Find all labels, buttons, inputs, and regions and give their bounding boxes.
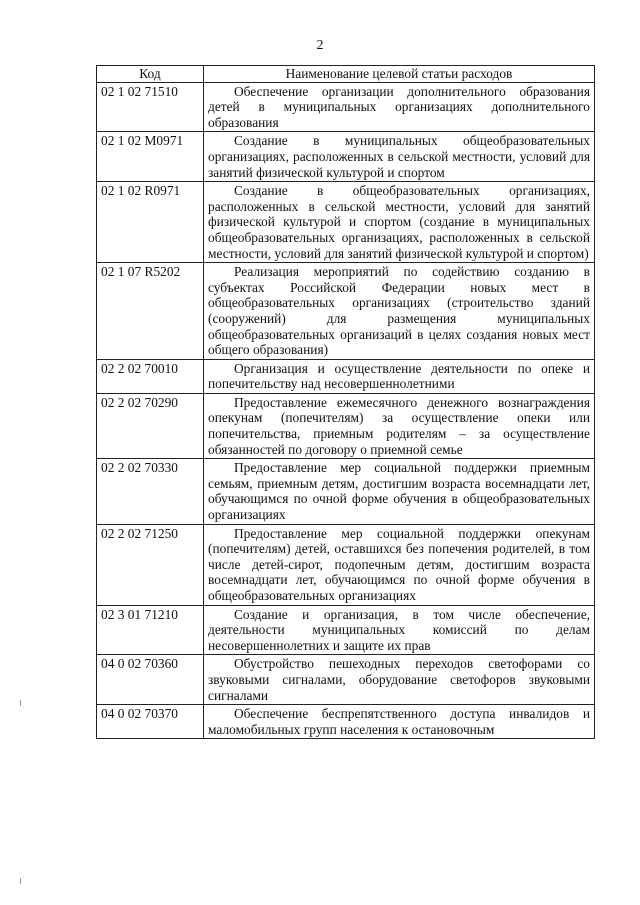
header-name: Наименование целевой статьи расходов — [204, 66, 595, 83]
row-name: Предоставление мер социальной поддержки опекунам (попечителям) детей, оставшихся без попечения родителей, в том числе детей-сирот, подопечным детям, достигшим возраста восемнадцати лет, обучающимся по очной форме обучения в общеобразовательных организациях — [204, 524, 595, 605]
scan-edge-mark — [20, 700, 21, 706]
row-name: Организация и осуществление деятельности по опеке и попечительству над несовершеннолетними — [204, 359, 595, 393]
row-code: 02 2 02 70330 — [97, 459, 204, 524]
table-row — [97, 132, 595, 182]
table-row — [97, 605, 595, 655]
table-row — [97, 705, 595, 739]
row-code: 04 0 02 70370 — [97, 705, 204, 739]
row-name: Обеспечение беспрепятственного доступа инвалидов и маломобильных групп населения к остановочным — [204, 705, 595, 739]
table-row — [97, 263, 595, 360]
row-name: Создание в общеобразовательных организациях, расположенных в сельской местности, условий для занятий физической культурой и спортом (создание в муниципальных общеобразовательных организациях, расположенных в сельской местности, условий для занятий физической культурой и спортом) — [204, 182, 595, 263]
row-code: 02 2 02 70010 — [97, 359, 204, 393]
table-row — [97, 524, 595, 605]
table-row — [97, 82, 595, 132]
row-name: Создание в муниципальных общеобразовательных организациях, расположенных в сельской местности, условий для занятий физической культурой и спортом — [204, 132, 595, 182]
table-row — [97, 655, 595, 705]
row-code: 02 3 01 71210 — [97, 605, 204, 655]
row-code: 02 1 02 M0971 — [97, 132, 204, 182]
row-code: 02 2 02 70290 — [97, 393, 204, 458]
header-code: Код — [97, 66, 204, 83]
table-row — [97, 359, 595, 393]
row-name: Создание и организация, в том числе обеспечение, деятельности муниципальных комиссий по делам несовершеннолетних и защите их прав — [204, 605, 595, 655]
row-code: 02 1 02 R0971 — [97, 182, 204, 263]
row-name: Предоставление мер социальной поддержки приемным семьям, приемным детям, достигшим возраста восемнадцати лет, обучающимся по очной форме обучения в общеобразовательных организациях — [204, 459, 595, 524]
row-name: Реализация мероприятий по содействию созданию в субъектах Российской Федерации новых мест в общеобразовательных организациях (строительство зданий (сооружений) для размещения муниципальных общеобразовательных организаций в целях создания новых мест общего образования) — [204, 263, 595, 360]
row-name: Обеспечение организации дополнительного образования детей в муниципальных организациях дополнительного образования — [204, 82, 595, 132]
row-code: 02 1 07 R5202 — [97, 263, 204, 360]
table-row — [97, 459, 595, 524]
page-number: 2 — [316, 38, 324, 53]
table-header-row — [97, 66, 595, 83]
row-name: Предоставление ежемесячного денежного вознаграждения опекунам (попечителям) за осуществление опеки или попечительства, приемным родителям – за осуществление обязанностей по договору о приемной семье — [204, 393, 595, 458]
row-code: 02 2 02 71250 — [97, 524, 204, 605]
table-row — [97, 393, 595, 458]
budget-classification-table — [96, 65, 595, 739]
row-code: 04 0 02 70360 — [97, 655, 204, 705]
scan-edge-mark — [20, 878, 21, 884]
row-code: 02 1 02 71510 — [97, 82, 204, 132]
table-row — [97, 182, 595, 263]
row-name: Обустройство пешеходных переходов светофорами со звуковыми сигналами, оборудование светофоров звуковыми сигналами — [204, 655, 595, 705]
